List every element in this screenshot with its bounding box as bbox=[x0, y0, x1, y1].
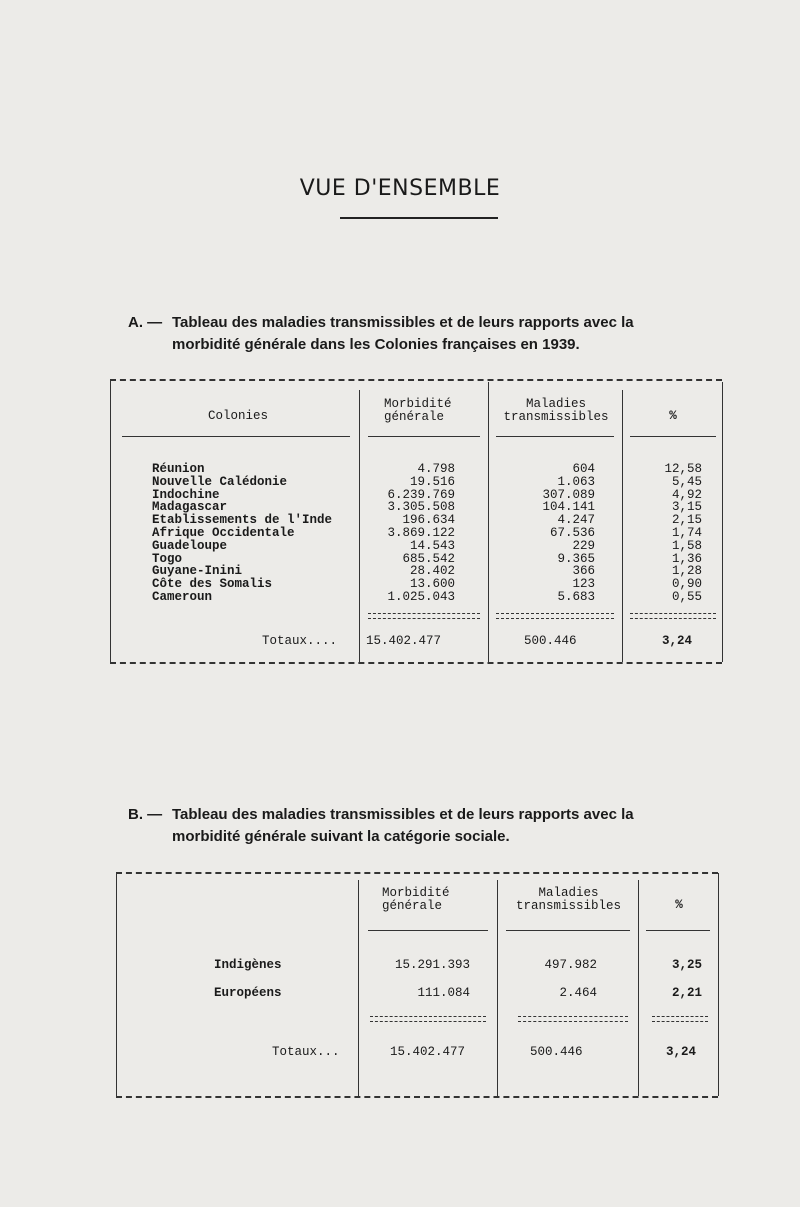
table-a-row-maladies: 67.536 bbox=[549, 526, 595, 540]
table-b-header-morbidite-1: Morbidité bbox=[382, 886, 450, 900]
table-b-row-maladies: 497.982 bbox=[544, 958, 597, 972]
table-a-row-percent: 1,28 bbox=[671, 564, 702, 579]
table-b-totals-percent: 3,24 bbox=[666, 1045, 697, 1059]
table-a-row-maladies: 1.063 bbox=[557, 474, 595, 489]
table-a-row-name: Etablissements de l'Inde bbox=[152, 513, 333, 528]
table-b-header-rule-2 bbox=[506, 930, 630, 931]
table-a-header-rule-2 bbox=[368, 436, 480, 437]
table-a-row-maladies: 4.247 bbox=[557, 513, 595, 528]
section-b-heading-line2: morbidité générale suivant la catégorie sociale. bbox=[172, 828, 510, 845]
table-b-totals-maladies: 500.446 bbox=[530, 1045, 583, 1059]
table-a-row-maladies: 604 bbox=[572, 462, 595, 476]
table-a-header-maladies-1: Maladies bbox=[525, 397, 586, 411]
table-a-row-morbidite: 196.634 bbox=[402, 513, 455, 528]
table-a-header-morbidite-2: générale bbox=[384, 410, 445, 424]
table-a-row-percent: 0,90 bbox=[671, 577, 702, 592]
table-a-row-morbidite: 28.402 bbox=[409, 564, 455, 579]
table-a-header-rule-3 bbox=[496, 436, 614, 437]
page-title: VUE D'ENSEMBLE bbox=[299, 176, 501, 201]
table-a-divider-3 bbox=[622, 390, 623, 662]
section-b-heading-line1: Tableau des maladies transmissibles et de leurs rapports avec la bbox=[172, 806, 634, 823]
table-b-row-maladies: 2.464 bbox=[559, 986, 597, 1000]
table-b-header-rule-3 bbox=[646, 930, 710, 931]
table-b-header-percent: % bbox=[675, 898, 683, 912]
table-b-sum-rule-2 bbox=[518, 1016, 628, 1022]
table-a-row-percent: 5,45 bbox=[671, 474, 702, 489]
title-underline bbox=[340, 217, 498, 219]
table-b-right-border bbox=[718, 873, 719, 1096]
table-b-row-name: Européens bbox=[214, 986, 282, 1000]
table-a-row-name: Togo bbox=[152, 551, 183, 566]
table-a-divider-2 bbox=[488, 382, 489, 662]
table-a-row-name: Madagascar bbox=[152, 500, 228, 515]
table-b-header-morbidite-2: générale bbox=[382, 899, 443, 913]
table-b-divider-1 bbox=[358, 880, 359, 1096]
section-a-heading-line2: morbidité générale dans les Colonies françaises en 1939. bbox=[172, 336, 580, 353]
section-a-letter: A. — bbox=[128, 314, 163, 331]
table-a-row-morbidite: 13.600 bbox=[409, 577, 455, 592]
table-b-row-morbidite: 15.291.393 bbox=[394, 958, 470, 972]
table-a-row-name: Guyane-Inini bbox=[152, 564, 243, 579]
table-a-row-maladies: 366 bbox=[572, 564, 595, 579]
table-a-row-name: Indochine bbox=[152, 487, 220, 502]
table-a-row-name: Guadeloupe bbox=[152, 538, 228, 553]
table-a-row-percent: 2,15 bbox=[671, 513, 702, 528]
table-a-row-percent: 1,36 bbox=[671, 551, 702, 566]
table-a-row-maladies: 307.089 bbox=[542, 487, 595, 502]
table-a-row-name: Cameroun bbox=[152, 590, 213, 604]
table-a-divider-1 bbox=[359, 390, 360, 662]
table-a-row-name: Nouvelle Calédonie bbox=[152, 474, 288, 489]
table-b-totals-morbidite: 15.402.477 bbox=[390, 1045, 466, 1059]
table-a-sum-rule-1 bbox=[368, 613, 480, 619]
table-b-row-morbidite: 111.084 bbox=[417, 986, 470, 1000]
table-a-row-percent: 3,15 bbox=[671, 500, 702, 515]
table-a-row-morbidite: 14.543 bbox=[409, 538, 455, 553]
table-a-totals-maladies: 500.446 bbox=[524, 634, 577, 648]
section-b-letter: B. — bbox=[128, 806, 163, 823]
table-a-row-percent: 1,58 bbox=[671, 538, 702, 553]
table-a-right-border bbox=[722, 382, 723, 662]
section-a-heading-line1: Tableau des maladies transmissibles et de leurs rapports avec la bbox=[172, 314, 634, 331]
table-a-row-percent: 4,92 bbox=[671, 487, 702, 502]
table-a-row-name: Réunion bbox=[152, 462, 205, 476]
table-b-row-name: Indigènes bbox=[214, 958, 282, 972]
table-b-header-maladies-1: Maladies bbox=[538, 886, 599, 900]
table-b-divider-3 bbox=[638, 880, 639, 1096]
table-b-top-border bbox=[116, 872, 718, 874]
table-a-totals-label: Totaux.... bbox=[262, 634, 338, 648]
table-b-header-maladies-2: transmissibles bbox=[515, 899, 622, 913]
table-a-header-colonies: Colonies bbox=[208, 409, 269, 423]
table-b-divider-2 bbox=[497, 880, 498, 1096]
table-b-sum-rule-3 bbox=[652, 1016, 708, 1022]
table-a-sum-rule-3 bbox=[630, 613, 716, 619]
table-b-left-border bbox=[116, 873, 117, 1096]
table-a-row-percent: 0,55 bbox=[671, 590, 702, 604]
table-a-header-rule-1 bbox=[122, 436, 350, 437]
table-a-bottom-border bbox=[110, 662, 722, 664]
table-a-row-maladies: 9.365 bbox=[557, 551, 595, 566]
table-a-row-percent: 1,74 bbox=[671, 526, 702, 540]
table-a-totals-percent: 3,24 bbox=[662, 634, 693, 648]
table-a-row-morbidite: 685.542 bbox=[402, 551, 455, 566]
table-a-header-maladies-2: transmissibles bbox=[503, 410, 609, 424]
table-b-header-rule-1 bbox=[368, 930, 488, 931]
table-a-row-morbidite: 19.516 bbox=[409, 474, 455, 489]
table-b-totals-label: Totaux... bbox=[272, 1045, 340, 1059]
table-a-row-name: Côte des Somalis bbox=[152, 577, 273, 592]
table-a-header-morbidite-1: Morbidité bbox=[384, 397, 452, 411]
section-b-heading bbox=[128, 804, 718, 848]
table-b-bottom-border bbox=[116, 1096, 718, 1098]
table-b-row-percent: 3,25 bbox=[671, 958, 702, 972]
table-b-row-percent: 2,21 bbox=[671, 986, 702, 1000]
table-a-row-maladies: 5.683 bbox=[557, 590, 595, 604]
table-a-header-percent: % bbox=[669, 409, 677, 423]
table-a-row-morbidite: 3.305.508 bbox=[387, 500, 455, 515]
section-a-heading bbox=[128, 312, 718, 356]
table-a-row-morbidite: 6.239.769 bbox=[387, 487, 455, 502]
table-a-header-rule-4 bbox=[630, 436, 716, 437]
table-a-sum-rule-2 bbox=[496, 613, 614, 619]
table-a-row-morbidite: 4.798 bbox=[417, 462, 455, 476]
table-a-row-morbidite: 1.025.043 bbox=[387, 590, 455, 604]
table-a-left-border bbox=[110, 380, 111, 663]
table-a-row-percent: 12,58 bbox=[664, 462, 702, 476]
table-a-totals-morbidite: 15.402.477 bbox=[366, 634, 442, 648]
table-a-row-maladies: 229 bbox=[572, 538, 595, 553]
table-a-row-name: Afrique Occidentale bbox=[152, 526, 295, 540]
table-a-row-maladies: 104.141 bbox=[542, 500, 595, 515]
table-a-row-maladies: 123 bbox=[572, 577, 595, 592]
table-a-top-border bbox=[110, 379, 722, 381]
table-a-row-morbidite: 3.869.122 bbox=[387, 526, 455, 540]
table-b-sum-rule-1 bbox=[370, 1016, 486, 1022]
